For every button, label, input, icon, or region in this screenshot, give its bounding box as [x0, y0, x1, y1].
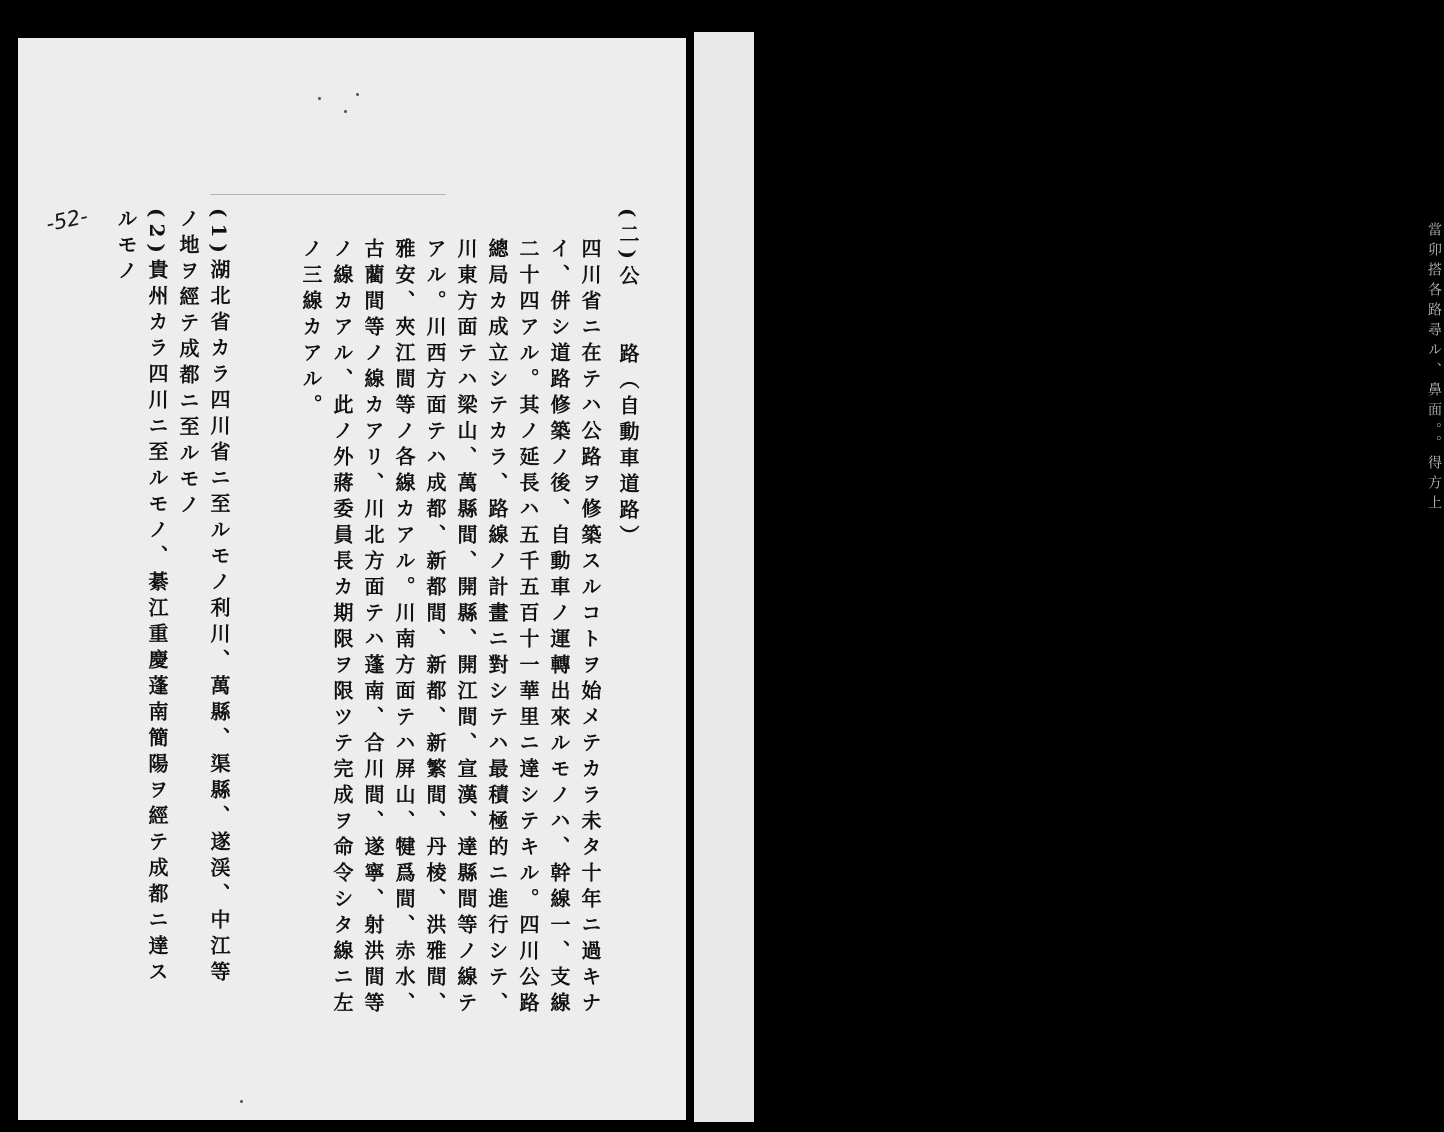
speck — [240, 1100, 243, 1103]
section-heading — [612, 208, 643, 551]
speck — [356, 93, 359, 96]
list-item-2-text: 貴州カラ四川ニ至ルモノ、綦江重慶蓬南簡陽ヲ經テ成都ニ達スルモノ — [114, 208, 169, 987]
speck — [344, 110, 347, 113]
body-paragraph: 四川省ニ在テハ公路ヲ修築スルコトヲ始メテカラ未タ十年ニ過キナイ、併シ道路修築ノ後、自動車ノ運轉出來ルモノハ、幹線一、支線二十四アル。其ノ延長ハ五千五百十一華里ニ達シテキル。四川公路總局カ成立シテカラ、路線ノ計畫ニ對シテハ最積極的ニ進行シテ、川東方面テハ梁山、萬縣間、開縣、開江間、宣漢、達縣間等ノ線テアル。川西方面テハ成都、新都間、新都、新繁間、丹棱、洪雅間、雅安、夾江間等ノ各線カアル。川南方面テハ屏山、犍爲間、赤水、古藺間等ノ線カアリ、川北方面テハ蓬南、合川間、遂寧、射洪間等ノ線カアル、此ノ外蔣委員長カ期限ヲ限ツテ完成ヲ命令シタ線ニ左ノ三線カアル。 — [299, 238, 602, 1018]
list-item-1-text: 湖北省カラ四川省ニ至ルモノ利川、萬縣、渠縣、遂渓、中江等ノ地ヲ經テ成都ニ至ルモノ — [176, 208, 231, 987]
speck — [318, 97, 321, 100]
adjacent-page-edge — [694, 32, 1442, 1122]
handwritten-page-number: -52- — [43, 203, 90, 237]
section-number: (二) — [616, 208, 640, 265]
section-title: 公 路（自動車道路） — [616, 264, 640, 551]
bleed-through-text: 當卯搭各路尋ル、鼻面。。得方上 — [1426, 222, 1442, 515]
header-rule — [210, 194, 446, 195]
list-item-2-label: (2) — [145, 208, 169, 259]
list-item-2 — [110, 208, 172, 988]
list-item-1-label: (1) — [207, 208, 231, 259]
list-item-1 — [172, 208, 234, 988]
